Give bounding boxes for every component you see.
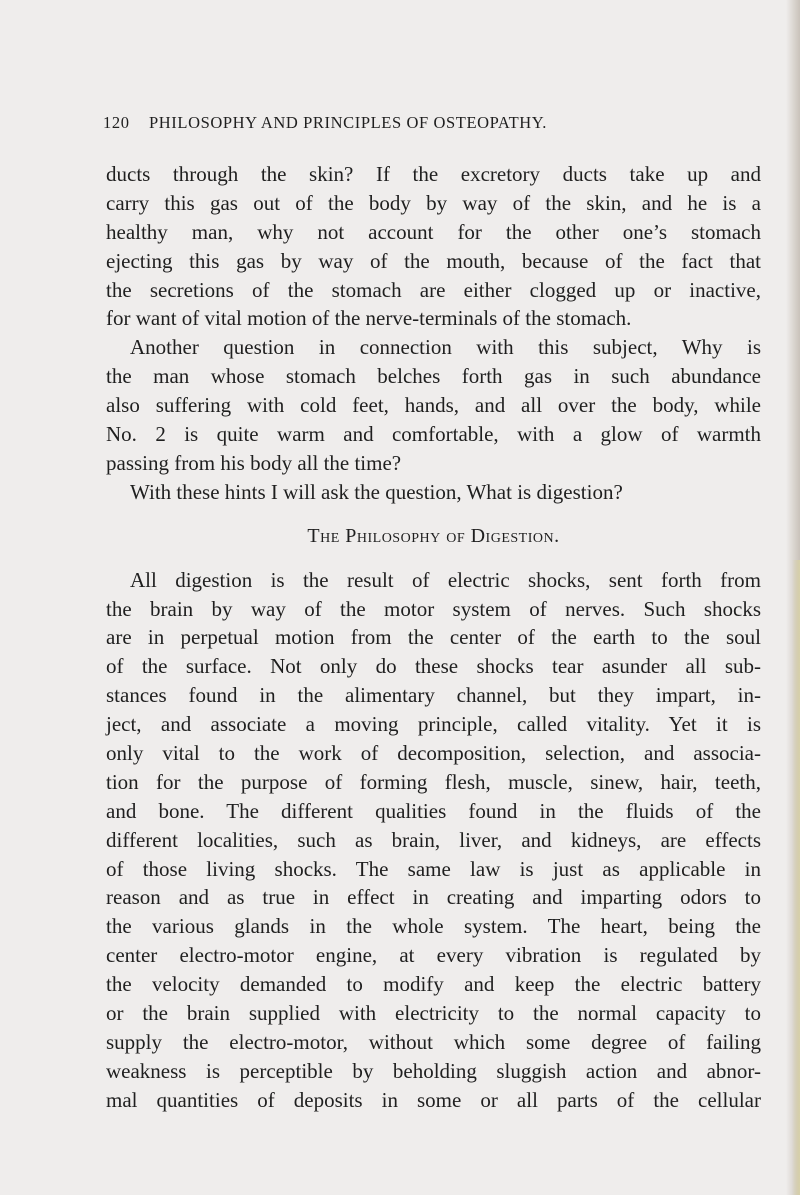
paragraph <box>106 333 761 477</box>
text-line: passing from his body all the time? <box>106 450 402 475</box>
paragraph <box>106 478 761 507</box>
page-edge-discoloration <box>792 560 800 1195</box>
text-line: and bone. The different qualities found in the fluids of the <box>106 798 761 823</box>
text-line: only vital to the work of decomposition, selection, and associa- <box>106 741 761 766</box>
running-title: PHILOSOPHY AND PRINCIPLES OF OSTEOPATHY. <box>149 113 547 132</box>
text-line: stances found in the alimentary channel, but they impart, in- <box>106 683 761 708</box>
text-line: All digestion is the result of electric shocks, sent forth from <box>130 567 761 592</box>
text-line: reason and as true in effect in creating and imparting odors to <box>106 885 761 910</box>
text-line: ejecting this gas by way of the mouth, because of the fact that <box>106 248 761 273</box>
text-line: of the surface. Not only do these shocks tear asunder all sub- <box>106 654 761 679</box>
text-line: the brain by way of the motor system of nerves. Such shocks <box>106 596 761 621</box>
text-line: ject, and associate a moving principle, called vitality. Yet it is <box>106 712 761 737</box>
text-line: With these hints I will ask the question, What is digestion? <box>130 479 623 504</box>
text-line: center electro-motor engine, at every vibration is regulated by <box>106 943 761 968</box>
text-line: or the brain supplied with electricity to the normal capacity to <box>106 1001 761 1026</box>
text-line: different localities, such as brain, liver, and kidneys, are effects <box>106 827 761 852</box>
text-line: carry this gas out of the body by way of the skin, and he is a <box>106 190 761 215</box>
text-line: of those living shocks. The same law is just as applicable in <box>106 856 761 881</box>
text-line: also suffering with cold feet, hands, and all over the body, while <box>106 393 761 418</box>
text-line: ducts through the skin? If the excretory ducts take up and <box>106 162 761 186</box>
running-head <box>103 112 743 134</box>
text-line: No. 2 is quite warm and comfortable, with a glow of warmth <box>106 422 761 447</box>
text-line: weakness is perceptible by beholding sluggish action and abnor- <box>106 1058 761 1083</box>
body-text <box>106 160 761 1115</box>
paragraph <box>106 566 761 1115</box>
paragraph <box>106 160 761 333</box>
text-line: the various glands in the whole system. The heart, being the <box>106 914 761 939</box>
section-heading: The Philosophy of Digestion. <box>307 524 560 547</box>
text-line: tion for the purpose of forming flesh, muscle, sinew, hair, teeth, <box>106 769 761 794</box>
text-line: the secretions of the stomach are either clogged up or inactive, <box>106 277 761 302</box>
text-line: healthy man, why not account for the other one’s stomach <box>106 219 761 244</box>
text-line: supply the electro-motor, without which some degree of failing <box>106 1029 761 1054</box>
text-line: are in perpetual motion from the center of the earth to the soul <box>106 625 761 650</box>
text-line: for want of vital motion of the nerve-terminals of the stomach. <box>106 306 632 331</box>
text-line: the man whose stomach belches forth gas in such abundance <box>106 364 761 389</box>
page-number: 120 <box>103 113 130 132</box>
text-line: mal quantities of deposits in some or all parts of the cellular <box>106 1087 761 1112</box>
text-line: the velocity demanded to modify and keep the electric battery <box>106 972 761 997</box>
text-line: Another question in connection with this subject, Why is <box>130 335 761 360</box>
